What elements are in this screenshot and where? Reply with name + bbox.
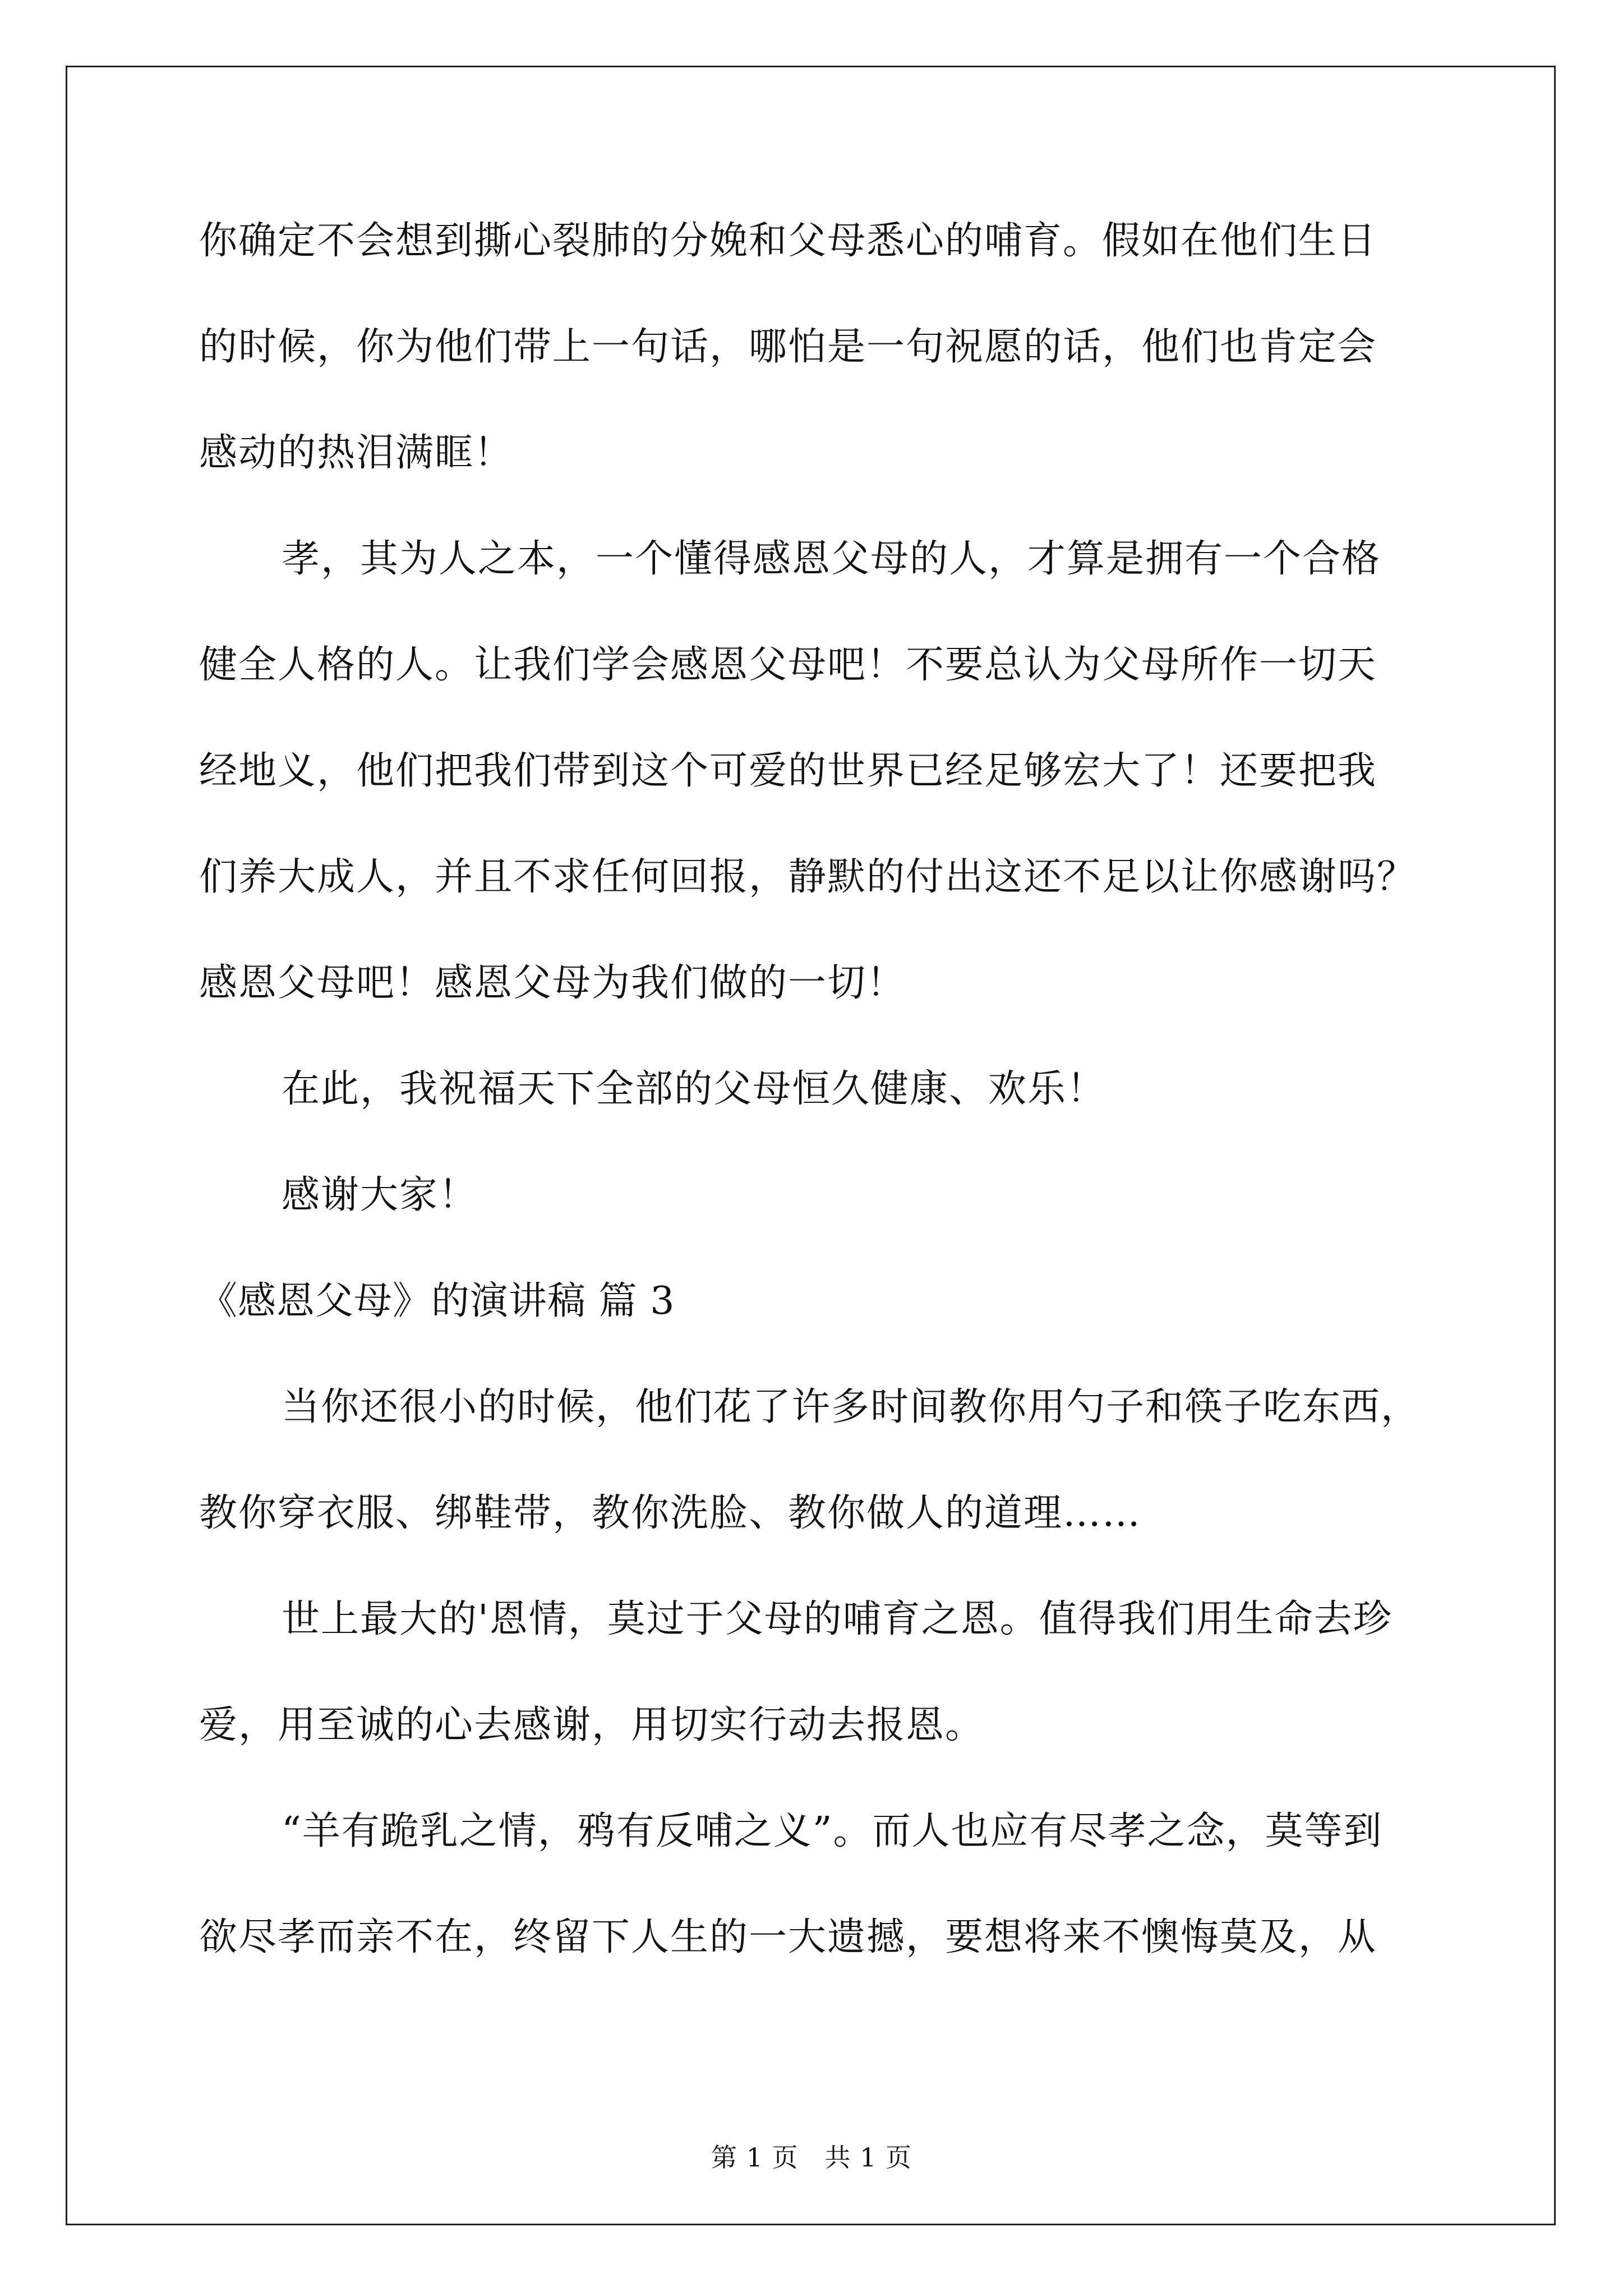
paragraph	[199, 531, 1433, 1011]
text-line: 爱，用至诚的心去感谢，用切实行动去报恩。	[199, 1703, 985, 1747]
paragraph	[199, 1591, 1433, 1754]
text-line: 感恩父母吧！感恩父母为我们做的一切！	[199, 961, 906, 1005]
text-line: 们养大成人，并且不求任何回报，静默的付出这还不足以让你感谢吗？	[199, 855, 1417, 899]
section-heading	[199, 1273, 1433, 1329]
text-line: 你确定不会想到撕心裂肺的分娩和父母悉心的哺育。假如在他们生日	[199, 219, 1377, 263]
text-line: 健全人格的人。让我们学会感恩父母吧！不要总认为父母所作一切天	[199, 643, 1377, 687]
text-line: 感谢大家！	[282, 1173, 478, 1217]
text-line: 世上最大的'恩情，莫过于父母的哺育之恩。值得我们用生命去珍	[282, 1597, 1393, 1641]
text-line: 的时候，你为他们带上一句话，哪怕是一句祝愿的话，他们也肯定会	[199, 325, 1377, 369]
page-footer: 第 1 页 共 1 页	[711, 2142, 912, 2173]
paragraph	[199, 213, 1433, 481]
paragraph	[199, 1803, 1433, 1966]
document-body	[199, 213, 1433, 1966]
paragraph	[199, 1167, 1433, 1223]
text-line: 感动的热泪满眶！	[199, 431, 514, 475]
text-line: 经地义，他们把我们带到这个可爱的世界已经足够宏大了！还要把我	[199, 749, 1377, 793]
text-line: 孝，其为人之本，一个懂得感恩父母的人，才算是拥有一个合格	[282, 537, 1381, 581]
text-line: 在此，我祝福天下全部的父母恒久健康、欢乐！	[282, 1067, 1106, 1111]
paragraph	[199, 1061, 1433, 1117]
text-line: “羊有跪乳之情，鸦有反哺之义”。而人也应有尽孝之念，莫等到	[282, 1809, 1383, 1853]
heading-line: 《感恩父母》的演讲稿 篇 3	[199, 1279, 675, 1323]
text-line: 当你还很小的时候，他们花了许多时间教你用勺子和筷子吃东西，	[282, 1385, 1421, 1429]
text-line: 欲尽孝而亲不在，终留下人生的一大遗撼，要想将来不懊悔莫及，从	[199, 1915, 1377, 1959]
paragraph	[199, 1379, 1433, 1542]
text-line: 教你穿衣服、绑鞋带，教你洗脸、教你做人的道理……	[199, 1491, 1142, 1535]
